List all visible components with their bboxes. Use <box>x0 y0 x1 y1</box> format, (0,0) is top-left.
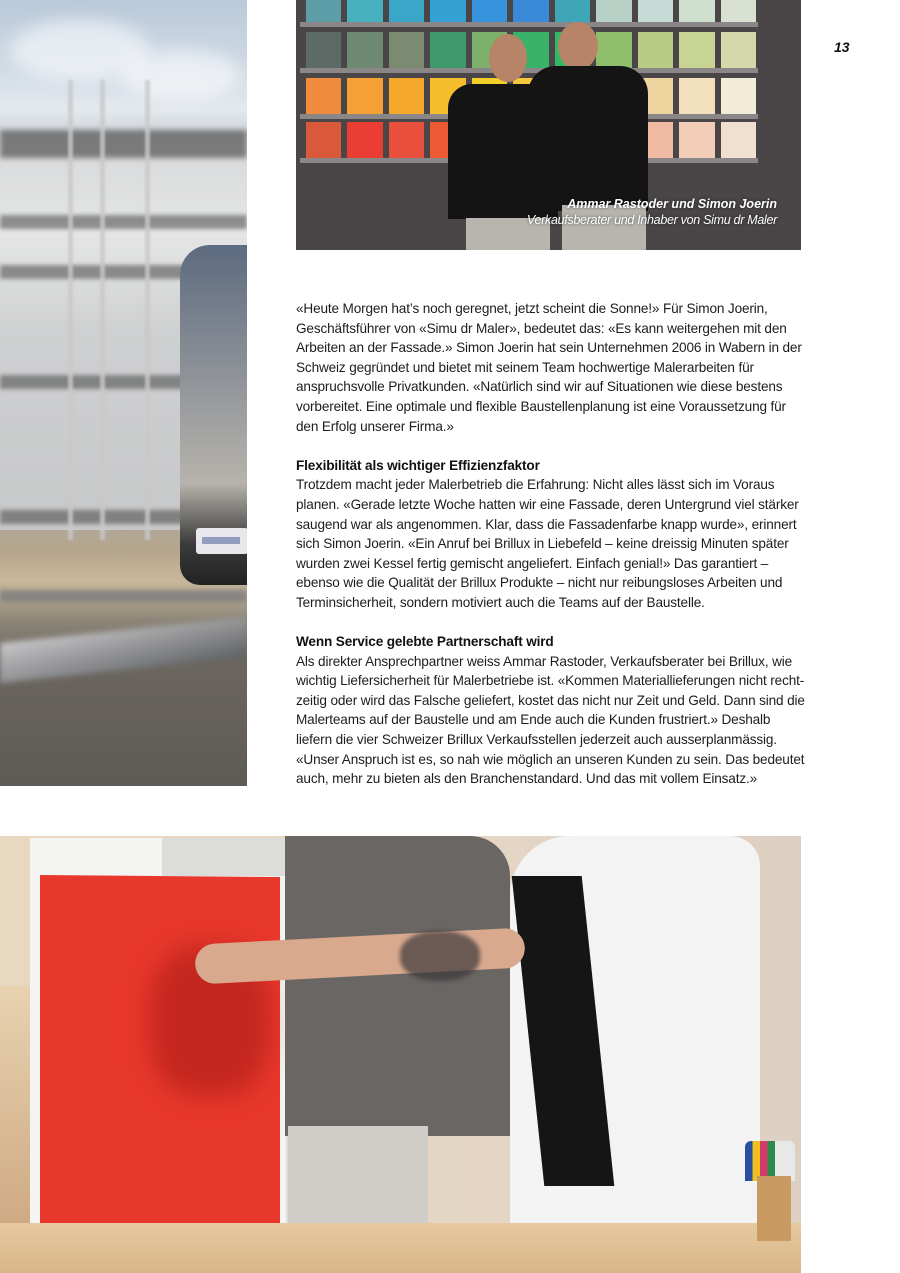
caption-roles: Verkaufsberater und Inhaber von Simu dr Maler <box>526 213 777 227</box>
board-label-area <box>162 838 286 876</box>
section-paragraph: Als direkter Ansprechpartner weiss Ammar Rastoder, Verkaufsberater bei Brillux, wie wichtig Liefersicherheit für Malerbetriebe ist. «Kommen Materiallieferungen nicht recht-zeitig oder wird das Falsche geliefert, kostet das nicht nur Zeit und Geld. Dann sind die Malerteams auf der Baustelle und am Ende auch die Kunden frustriert.» Deshalb liefern die vier Schweizer Brillux Verkaufsstellen jederzeit auch ausserplanmässig. «Unser Anspruch ist es, so nah wie möglich an unseren Kunden zu sein. Das bedeutet auch, mehr zu bieten als den Branchenstandard. Und das mit vollem Einsatz.» <box>296 653 805 787</box>
color-swatch <box>389 122 424 158</box>
construction-site-photo <box>0 0 247 786</box>
color-swatch <box>347 78 382 114</box>
person-grey-sweater <box>285 836 510 1136</box>
pen-holder <box>757 1176 791 1241</box>
color-swatch <box>555 0 590 22</box>
color-swatch <box>721 122 756 158</box>
color-swatch <box>638 0 673 22</box>
license-plate <box>196 528 247 554</box>
color-swatch <box>306 78 341 114</box>
shelf <box>300 68 758 73</box>
intro-paragraph: «Heute Morgen hat’s noch geregnet, jetzt scheint die Sonne!» Für Simon Joerin, Geschäftsführer von «Simu dr Maler», bedeutet das: «Es kann weitergehen mit den Arbeiten an der Fassade.» Simon Joerin hat sein Unternehmen 2006 in Wabern in der Schweiz gegründet und bietet mit seinem Team hochwertige Malerarbeiten für anspruchsvolle Privatkunden. «Natürlich sind wir auf Situationen wie diese bestens vorbereitet. Eine optimale und flexible Baustellenplanung ist eine Voraussetzung für den Erfolg unserer Firma.» <box>296 301 802 434</box>
person-head <box>489 34 527 82</box>
pens <box>745 1141 795 1181</box>
color-swatch <box>679 122 714 158</box>
scaffold-pole <box>145 80 150 540</box>
wooden-table <box>0 1223 801 1273</box>
color-swatch <box>596 32 631 68</box>
curb <box>0 590 247 602</box>
color-swatch <box>389 32 424 68</box>
photo-caption <box>527 196 777 228</box>
color-swatch <box>596 0 631 22</box>
color-swatch <box>306 122 341 158</box>
building-roof-edge <box>0 130 247 158</box>
article-body <box>296 299 808 808</box>
color-swatch <box>306 32 341 68</box>
shelf <box>300 22 758 27</box>
swatch-row <box>306 0 756 22</box>
section-paragraph: Trotzdem macht jeder Malerbetrieb die Erfahrung: Nicht alles lässt sich im Voraus planen. «Gerade letzte Woche hatten wir eine Fassade, deren Untergrund viel stärker saugend war als angenommen. Klar, dass die Fassadenfarbe knapp wurde», erinnert sich Simon Joerin. «Ein Anruf bei Brillux in Liebefeld – keine dreissig Minuten später wurden zwei Kessel fertig gemischt angeliefert. Einfach genial!» Das garantiert – ebenso wie die Qualität der Brillux Produkte – nicht nur reibungsloses Arbeiten und Terminsicherheit, sondern motiviert auch die Teams auf der Baustelle. <box>296 477 799 610</box>
color-swatch <box>306 0 341 22</box>
color-swatch <box>430 32 465 68</box>
page-number: 13 <box>834 39 850 55</box>
color-swatch <box>721 78 756 114</box>
color-swatch <box>389 78 424 114</box>
person-head <box>558 22 598 70</box>
gravel-edge <box>0 617 247 683</box>
color-swatch <box>347 0 382 22</box>
arm-tattoo <box>400 931 480 981</box>
scaffold-band <box>0 215 247 229</box>
scaffold-pole <box>68 80 73 540</box>
color-swatch <box>347 122 382 158</box>
color-swatch <box>472 0 507 22</box>
color-swatch <box>638 32 673 68</box>
section-heading: Flexibilität als wichtiger Effizienzfaktor <box>296 457 540 473</box>
color-swatch <box>347 32 382 68</box>
color-swatch <box>513 0 548 22</box>
color-swatch <box>389 0 424 22</box>
scaffold-pole <box>100 80 105 540</box>
color-swatch <box>679 32 714 68</box>
consultation-photo <box>0 836 801 1273</box>
color-swatch <box>721 0 756 22</box>
color-swatch <box>430 0 465 22</box>
cloud-shape <box>120 50 240 100</box>
caption-names: Ammar Rastoder und Simon Joerin <box>567 197 777 211</box>
person-shirt <box>528 66 648 211</box>
color-swatch <box>679 78 714 114</box>
section-heading: Wenn Service gelebte Partnerschaft wird <box>296 634 554 650</box>
color-swatch <box>721 32 756 68</box>
portrait-photo <box>296 0 801 250</box>
swatch-row <box>306 32 756 68</box>
color-swatch <box>679 0 714 22</box>
